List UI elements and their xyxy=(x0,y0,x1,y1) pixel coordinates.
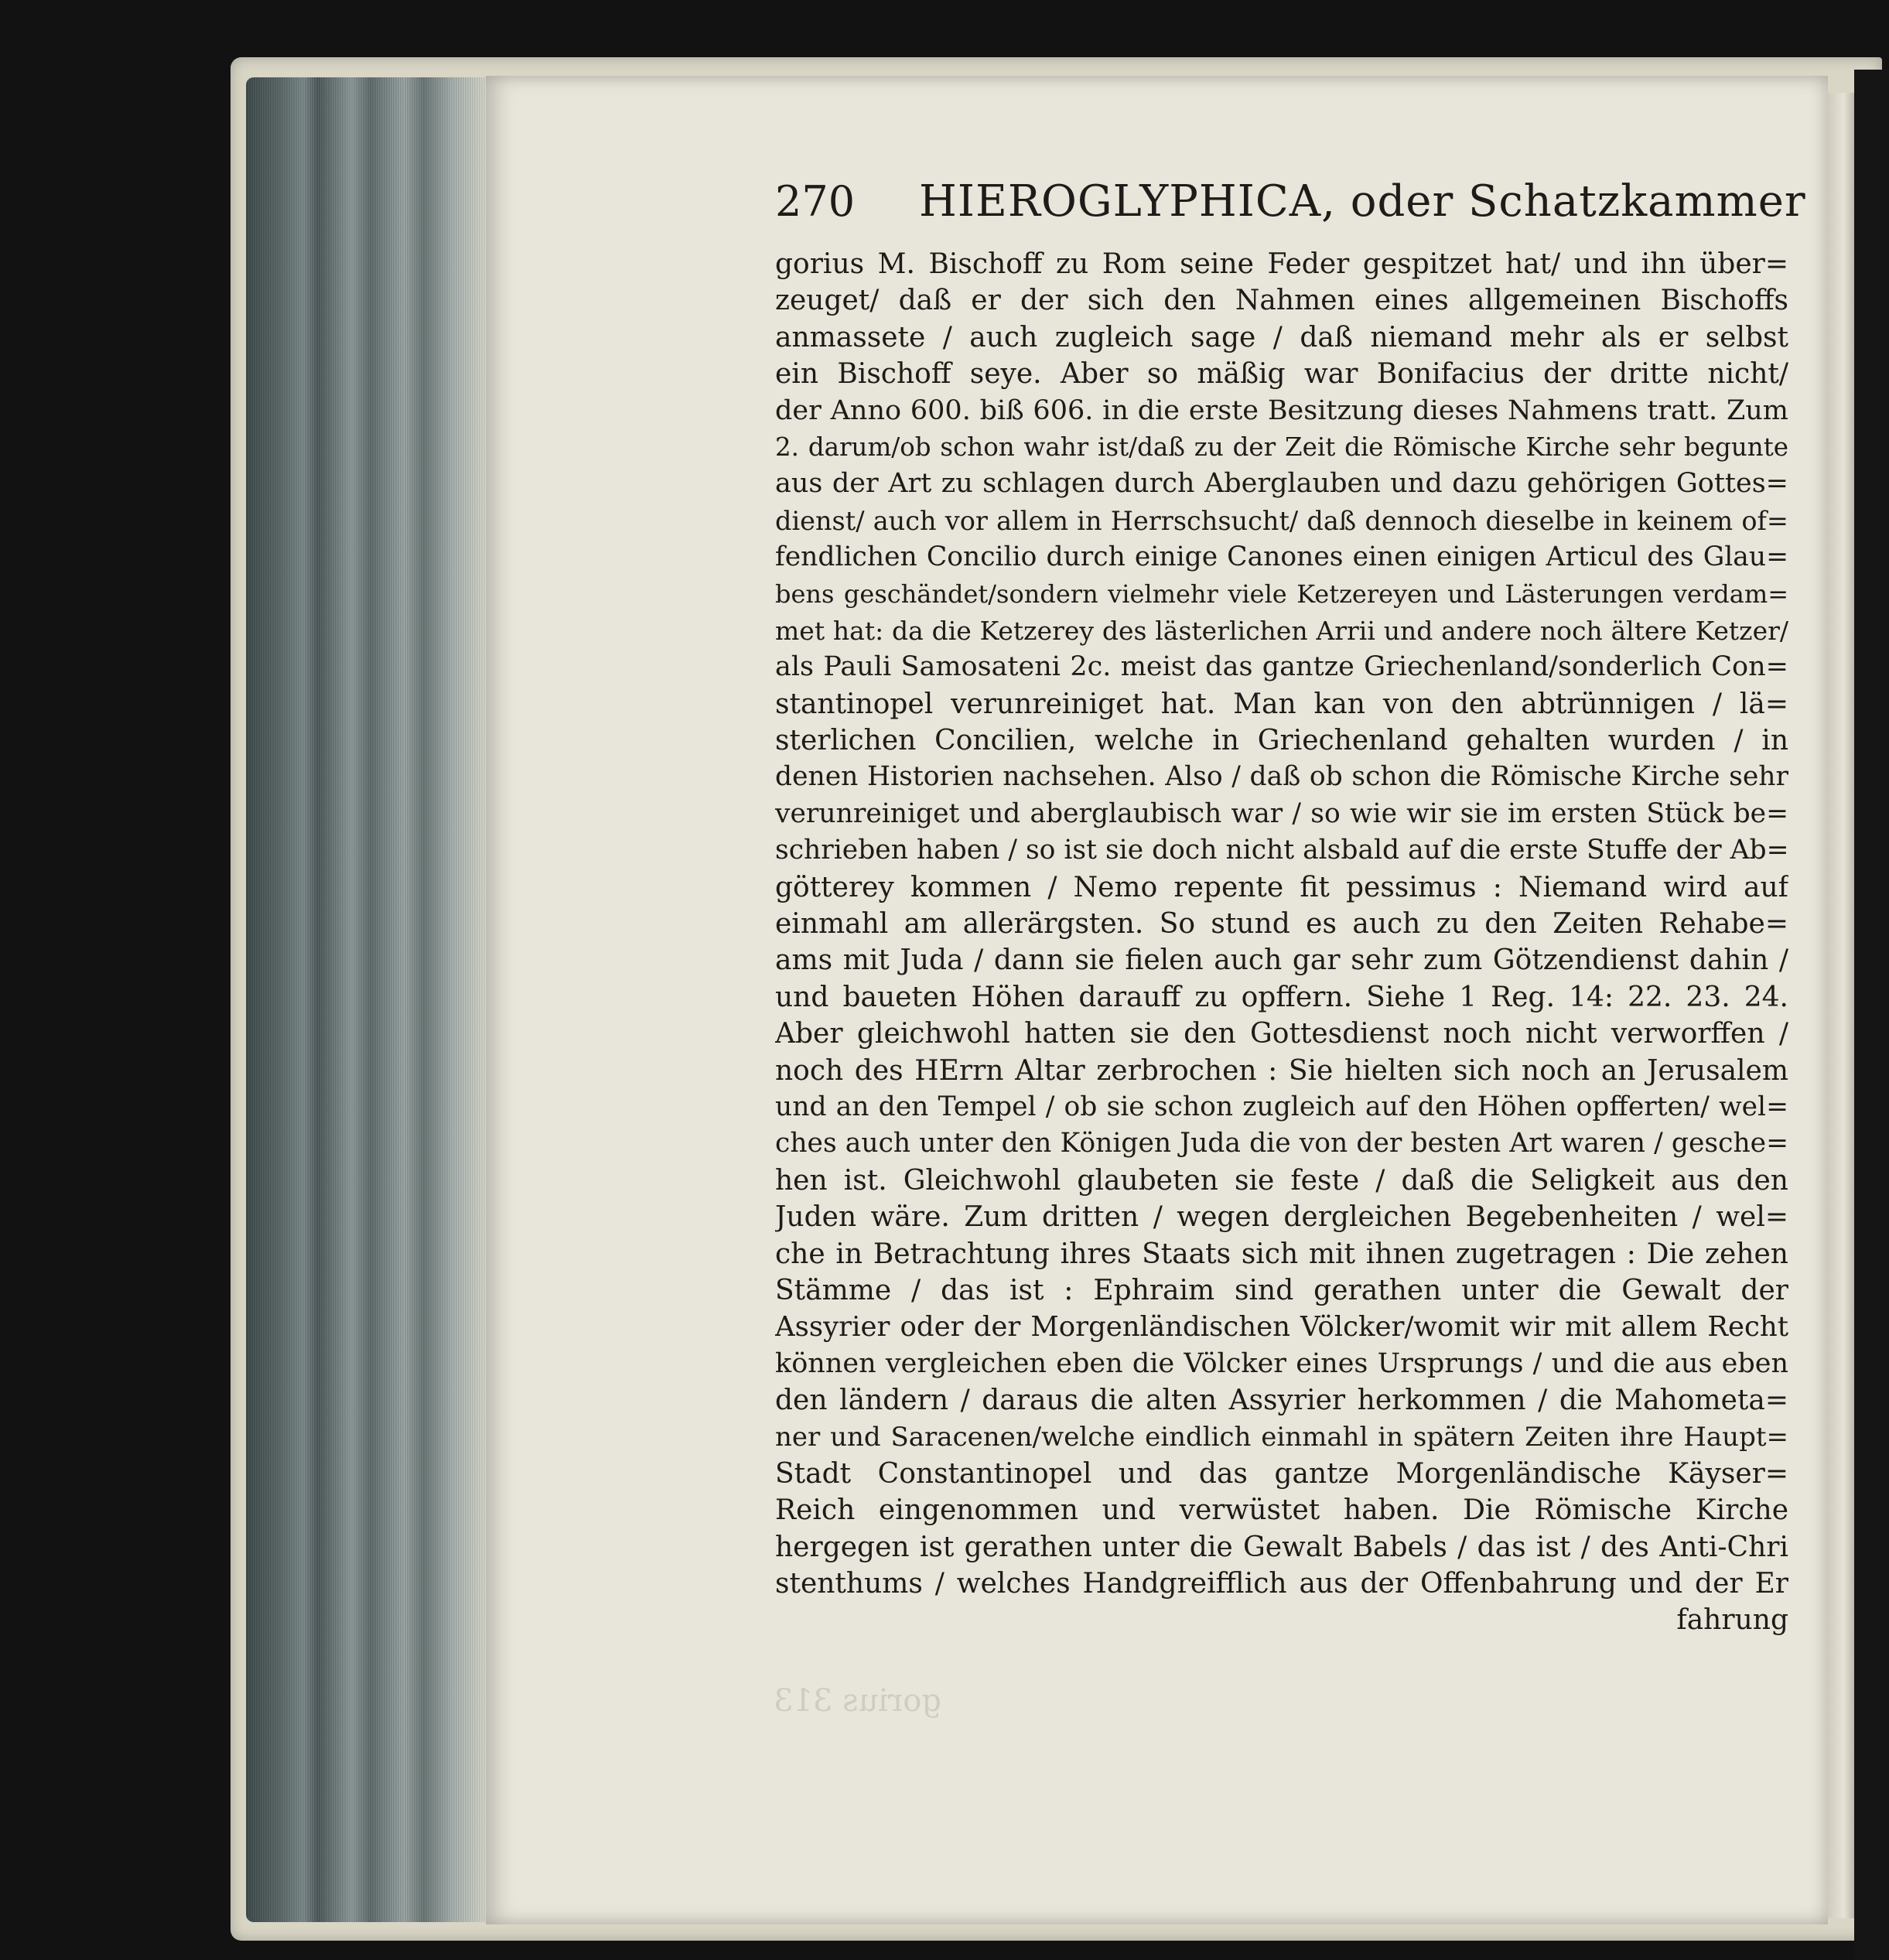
text-line: aus der Art zu schlagen durch Aberglauben und dazu gehörigen Gottes= xyxy=(775,468,1788,500)
show-through-text: gorius 313 xyxy=(774,1683,941,1719)
text-line: und an den Tempel / ob sie schon zugleich auf den Höhen opfferten/ wel= xyxy=(775,1091,1788,1122)
text-line: sterlichen Concilien, welche in Griechenland gehalten wurden / in xyxy=(775,725,1788,757)
text-line: Juden wäre. Zum dritten / wegen dergleichen Begebenheiten / wel= xyxy=(775,1201,1788,1234)
text-line: bens geschändet/sondern vielmehr viele Ketzereyen und Lästerungen verdam= xyxy=(775,579,1788,609)
text-line: verunreiniget und aberglaubisch war / so wie wir sie im ersten Stück be= xyxy=(775,797,1788,829)
text-line: noch des HErrn Altar zerbrochen : Sie hielten sich noch an Jerusalem xyxy=(775,1054,1788,1087)
text-line: der Anno 600. biß 606. in die erste Besitzung dieses Nahmens tratt. Zum xyxy=(775,394,1788,426)
text-line: stantinopel verunreiniget hat. Man kan von den abtrünnigen / lä= xyxy=(775,688,1788,720)
text-line: hergegen ist gerathen unter die Gewalt Babels / das ist / des Anti-Chri xyxy=(775,1531,1788,1563)
text-line: götterey kommen / Nemo repente fit pessimus : Niemand wird auf xyxy=(775,871,1788,903)
page-number: 270 xyxy=(775,177,856,226)
page-header xyxy=(775,175,1804,229)
text-line: hen ist. Gleichwohl glaubeten sie feste / daß die Seligkeit aus den xyxy=(775,1164,1788,1197)
text-line: che in Betrachtung ihres Staats sich mit ihnen zugetragen : Die zehen xyxy=(775,1238,1788,1270)
page-edges xyxy=(246,77,486,1922)
text-line: ams mit Juda / dann sie fielen auch gar sehr zum Götzendienst dahin / xyxy=(775,944,1788,977)
facing-page-edge xyxy=(1828,93,1854,1918)
running-title: HIEROGLYPHICA, oder Schatzkammer xyxy=(919,176,1806,227)
text-line: 2. darum/ob schon wahr ist/daß zu der Zeit die Römische Kirche sehr begunte xyxy=(775,432,1788,462)
text-line: anmassete / auch zugleich sage / daß niemand mehr als er selbst xyxy=(775,321,1788,353)
text-line: met hat: da die Ketzerey des lästerlichen Arrii und andere noch ältere Ketzer/ xyxy=(775,615,1788,646)
text-line: Assyrier oder der Morgenländischen Völcker/womit wir mit allem Recht xyxy=(775,1311,1788,1344)
text-line: gorius M. Bischoff zu Rom seine Feder gespitzet hat/ und ihn über= xyxy=(775,248,1788,280)
facing-page-shadow xyxy=(1854,70,1889,1960)
text-line: können vergleichen eben die Völcker eines Ursprungs / und die aus eben xyxy=(775,1347,1788,1379)
text-line: ner und Saracenen/welche eindlich einmahl in spätern Zeiten ihre Haupt= xyxy=(775,1421,1788,1453)
text-line: ches auch unter den Königen Juda die von der besten Art waren / gesche= xyxy=(775,1128,1788,1159)
text-line: dienst/ auch vor allem in Herrschsucht/ daß dennoch dieselbe in keinem of= xyxy=(775,505,1788,536)
text-line: einmahl am allerärgsten. So stund es auch zu den Zeiten Rehabe= xyxy=(775,908,1788,941)
text-line: schrieben haben / so ist sie doch nicht alsbald auf die erste Stuffe der Ab= xyxy=(775,835,1788,866)
text-line: als Pauli Samosateni 2c. meist das gantze Griechenland/sonderlich Con= xyxy=(775,651,1788,683)
body-text xyxy=(775,246,1788,1639)
text-line: ein Bischoff seye. Aber so mäßig war Bonifacius der dritte nicht/ xyxy=(775,358,1788,391)
text-line: fendlichen Concilio durch einige Canones einen einigen Articul des Glau= xyxy=(775,541,1788,573)
text-line: Reich eingenommen und verwüstet haben. Die Römische Kirche xyxy=(775,1494,1788,1527)
text-line: Aber gleichwohl hatten sie den Gottesdienst noch nicht verworffen / xyxy=(775,1018,1788,1050)
text-line: den ländern / daraus die alten Assyrier herkommen / die Mahometa= xyxy=(775,1385,1788,1417)
text-line: und baueten Höhen darauff zu opffern. Siehe 1 Reg. 14: 22. 23. 24. xyxy=(775,981,1788,1013)
text-line: zeuget/ daß er der sich den Nahmen eines allgemeinen Bischoffs xyxy=(775,285,1788,317)
text-line: fahrung xyxy=(1676,1604,1788,1637)
text-line: Stämme / das ist : Ephraim sind gerathen unter die Gewalt der xyxy=(775,1274,1788,1306)
text-line: Stadt Constantinopel und das gantze Morgenländische Käyser= xyxy=(775,1457,1788,1490)
text-line: denen Historien nachsehen. Also / daß ob schon die Römische Kirche sehr xyxy=(775,761,1788,793)
text-line: stenthums / welches Handgreifflich aus der Offenbahrung und der Er xyxy=(775,1568,1788,1600)
